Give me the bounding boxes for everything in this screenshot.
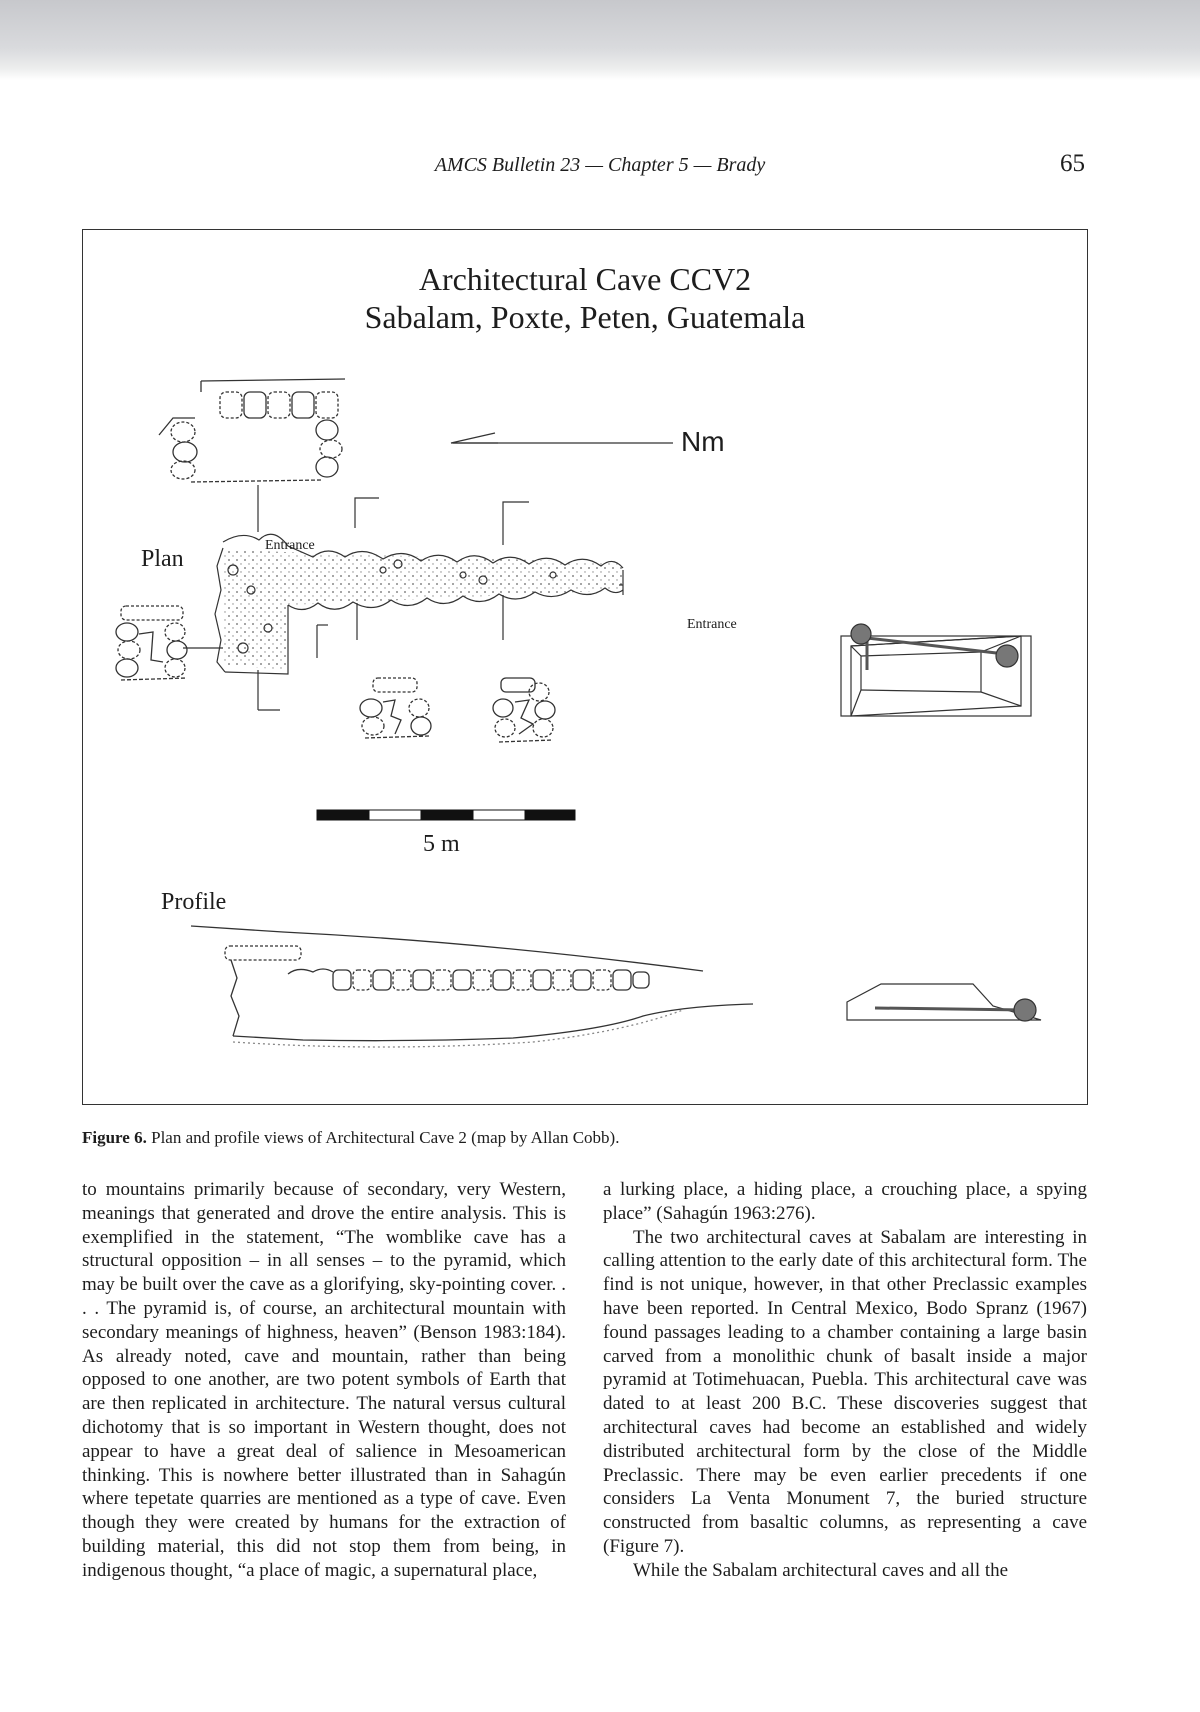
figure-caption — [82, 1128, 619, 1148]
figure-6 — [82, 229, 1088, 1105]
paragraph: The two architectural caves at Sabalam are interesting in calling attention to the early date of this architectural form. The find is not unique, however, in that other Preclassic examples have been reported. In Central Mexico, Bodo Spranz (1967) found passages leading to a chamber containing a large basin carved from a monolithic chunk of basalt inside a major pyramid at Totimehuacan, Puebla. This architectural cave was dated to at least 200 B.C. These discoveries suggest that architectural caves had become an established and widely distributed architectural form by the close of the Middle Preclassic. There may be even earlier precedents if one considers La Venta Monument 7, the buried structure constructed from basaltic columns, as representing a cave (Figure 7). — [603, 1226, 1087, 1557]
entrance-label-right: Entrance — [687, 617, 737, 632]
section-lower-left — [116, 606, 223, 680]
entrance-label-left: Entrance — [265, 538, 315, 553]
plan-view-tunnel — [215, 485, 623, 710]
locator-plan — [841, 624, 1031, 716]
running-head: AMCS Bulletin 23 — Chapter 5 — Brady — [434, 154, 766, 176]
section-lower-middle — [360, 678, 431, 738]
scale-label: 5 m — [423, 831, 460, 857]
body-column-right — [603, 1178, 1087, 1583]
section-upper-left — [159, 379, 345, 482]
paragraph: While the Sabalam architectural caves and all the — [633, 1559, 1009, 1581]
body-column-left — [82, 1178, 566, 1583]
caption-text: Plan and profile views of Architectural Cave 2 (map by Allan Cobb). — [146, 1128, 620, 1147]
caption-label: Figure 6. — [82, 1128, 147, 1147]
north-arrow — [451, 433, 673, 443]
page-number: 65 — [1060, 150, 1085, 177]
scan-edge-shadow — [0, 0, 1200, 80]
profile-label: Profile — [161, 889, 227, 915]
profile-view — [191, 926, 753, 1047]
locator-profile — [847, 984, 1041, 1021]
cave-map-drawing — [83, 230, 1087, 1104]
figure-title-line1: Architectural Cave CCV2 — [418, 261, 752, 297]
section-lower-right — [493, 678, 555, 742]
paragraph: to mountains primarily because of secondary, very Western, meanings that generated and drove the entire analysis. This is exemplified in the statement, “The womblike cave has a structural opposition – in all senses – to the pyramid, which may be built over the cave as a glorifying, sky-pointing cover. . . . The pyramid is, of course, an architectural mountain with secondary meanings of highness, heaven” (Benson 1983:184). As already noted, cave and mountain, rather than being opposed to one another, are two potent symbols of Earth that are then replicated in architecture. The natural versus cultural dichotomy that is so important in Western thought, does not appear to have a great deal of salience in Mesoamerican thinking. This is nowhere better illustrated than in Sahagún where tepetate quarries are mentioned as a type of cave. Even though they were created by humans for the extraction of building material, this did not stop them from being, in indigenous thought, “a place of magic, a supernatural place, — [82, 1179, 566, 1581]
paragraph: a lurking place, a hiding place, a crouching place, a spying place” (Sahagún 1963:276). — [603, 1179, 1087, 1224]
scale-bar — [317, 810, 575, 820]
figure-title-line2: Sabalam, Poxte, Peten, Guatemala — [364, 299, 806, 335]
plan-label: Plan — [141, 546, 184, 572]
north-label: Nm — [681, 426, 725, 457]
